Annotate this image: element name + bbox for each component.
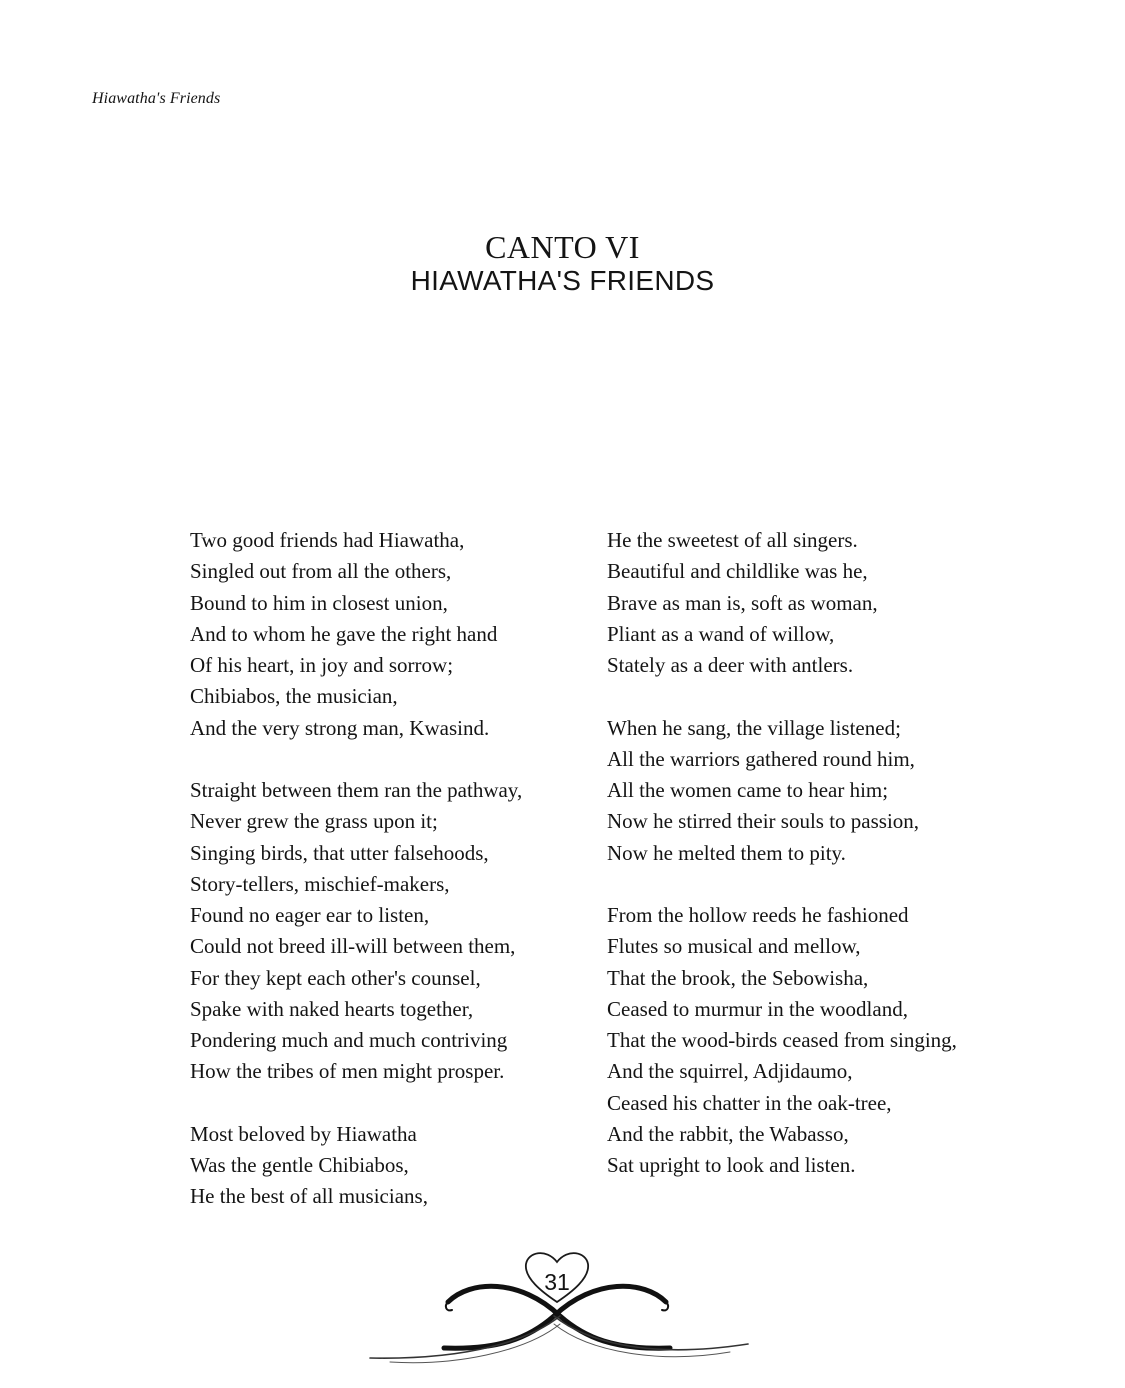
right-stanza: [607, 900, 957, 1181]
poem-line: And the rabbit, the Wabasso,: [607, 1121, 849, 1146]
poem-line: That the wood-birds ceased from singing,: [607, 1028, 957, 1052]
poem-line: Singing birds, that utter falsehoods,: [190, 840, 489, 865]
poem-line: Ceased to murmur in the woodland,: [607, 996, 908, 1021]
left-stanza: [190, 775, 522, 1088]
poem-column-right: [607, 525, 957, 1181]
poem-line: Flutes so musical and mellow,: [607, 934, 861, 959]
page-number: 31: [544, 1269, 570, 1295]
poem-line: Singled out from all the others,: [190, 559, 452, 584]
poem-line: And the squirrel, Adjidaumo,: [607, 1059, 853, 1084]
heart-swirl-ornament-icon: [360, 1240, 760, 1370]
poem-line: Bound to him in closest union,: [190, 590, 448, 615]
poem-line: When he sang, the village listened;: [607, 715, 901, 740]
poem-line: Ceased his chatter in the oak-tree,: [607, 1090, 892, 1115]
poem-line: Most beloved by Hiawatha: [190, 1121, 417, 1146]
poem-line: From the hollow reeds he fashioned: [607, 903, 909, 927]
poem-line: Two good friends had Hiawatha,: [190, 528, 465, 552]
poem-line: All the women came to hear him;: [607, 778, 889, 802]
canto-title: HIAWATHA'S FRIENDS: [410, 265, 715, 296]
poem-line: Spake with naked hearts together,: [190, 996, 474, 1021]
poem-line: Brave as man is, soft as woman,: [607, 590, 878, 615]
poem-line: He the best of all musicians,: [190, 1184, 428, 1209]
poem-line: And to whom he gave the right hand: [190, 621, 498, 646]
poem-line: Was the gentle Chibiabos,: [190, 1153, 409, 1177]
poem-line: Of his heart, in joy and sorrow;: [190, 653, 454, 677]
canto-title-block: [0, 229, 1125, 297]
poem-column-left: [190, 525, 522, 1213]
poem-line: Straight between them ran the pathway,: [190, 778, 523, 802]
poem-line: He the sweetest of all singers.: [607, 528, 858, 552]
poem-line: Found no eager ear to listen,: [190, 903, 430, 927]
right-stanza: [607, 713, 957, 869]
poem-line: Could not breed ill-will between them,: [190, 934, 516, 959]
poem-line: How the tribes of men might prosper.: [190, 1059, 505, 1084]
poem-line: That the brook, the Sebowisha,: [607, 965, 869, 990]
poem-line: For they kept each other's counsel,: [190, 965, 481, 990]
poem-line: Chibiabos, the musician,: [190, 684, 398, 709]
left-stanza: [190, 1119, 522, 1213]
poem-line: Stately as a deer with antlers.: [607, 653, 854, 677]
poem-line: Now he melted them to pity.: [607, 840, 846, 865]
poem-line: Pliant as a wand of willow,: [607, 621, 835, 646]
canto-number: CANTO VI: [485, 229, 640, 265]
poem-line: Story-tellers, mischief-makers,: [190, 871, 450, 896]
right-stanza: [607, 525, 957, 681]
poem-line: Never grew the grass upon it;: [190, 809, 438, 834]
left-stanza: [190, 525, 522, 744]
poem-line: Pondering much and much contriving: [190, 1028, 508, 1052]
poem-line: Now he stirred their souls to passion,: [607, 809, 920, 834]
poem-line: All the warriors gathered round him,: [607, 746, 915, 771]
poem-line: Beautiful and childlike was he,: [607, 559, 868, 584]
poem-line: And the very strong man, Kwasind.: [190, 715, 490, 740]
poem-line: Sat upright to look and listen.: [607, 1153, 856, 1177]
running-head: Hiawatha's Friends: [92, 90, 221, 107]
